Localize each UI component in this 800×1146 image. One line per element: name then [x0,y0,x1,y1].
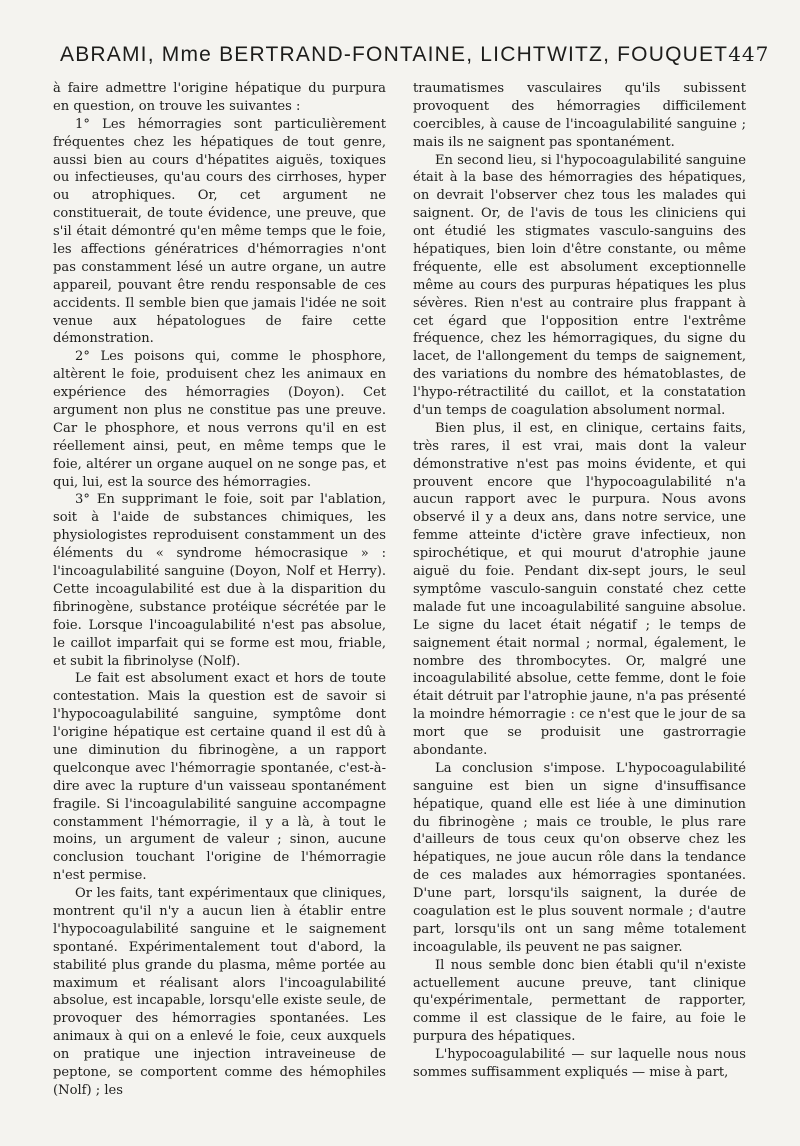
paragraph: La conclusion s'impose. L'hypocoagulabilité sanguine est bien un signe d'insuffisance hépatique, quand elle est liée à une diminution du fibrinogène ; mais ce trouble, le plus rare d'ailleurs de tous ceux qu'on observe chez les hépatiques, ne joue aucun rôle dans la tendance de ces malades aux hémorragies spontanées. D'une part, lorsqu'ils saignent, la durée de coagulation est le plus souvent normale ; d'autre part, lorsqu'ils ont un sang même totalement incoagulable, ils peuvent ne pas saigner. [413,760,746,955]
paragraph: traumatismes vasculaires qu'ils subissent provoquent des hémorragies difficilement coercibles, à cause de l'incoagulabilité sanguine ; mais ils ne saignent pas spontanément. [413,81,746,150]
paragraph: 3° En supprimant le foie, soit par l'ablation, soit à l'aide de substances chimiques, les physiologistes reproduisent constamment un des éléments du « syndrome hémocrasique » : l'incoagulabilité sanguine (Doyon, Nolf et Herry). Cette incoagulabilité est due à la disparition du fibrinogène, substance protéique sécrétée par le foie. Lorsque l'incoagulabilité n'est pas absolue, le caillot imparfait qui se forme est mou, friable, et subit la fibrinolyse (Nolf). [53,492,386,669]
paragraph: 1° Les hémorragies sont particulièrement fréquentes chez les hépatiques de tout genre, aussi bien au cours d'hépatites aiguës, toxiques ou infectieuses, qu'au cours des cirrhoses, hyper ou atrophiques. Or, cet argument ne constituerait, de toute évidence, une preuve, que s'il était démontré qu'en même temps que le foie, les affections génératrices d'hémorragies n'ont pas constamment lésé un autre organe, un autre appareil, pouvant être rendu responsable de ces accidents. Il semble bien que jamais l'idée ne soit venue aux hépatologues de faire cette démonstration. [53,116,386,347]
running-head-authors: ABRAMI, Mme BERTRAND-FONTAINE, LICHTWITZ, FOUQUET [60,43,729,66]
paragraph: Le fait est absolument exact et hors de toute contestation. Mais la question est de savoir si l'hypocoagulabilité sanguine, symptôme dont l'origine hépatique est certaine quand il est dû à une diminution du fibrinogène, a un rapport quelconque avec l'hémorragie spontanée, c'est-à-dire avec la rupture d'un vaisseau spontanément fragile. Si l'incoagulabilité sanguine accompagne constamment l'hémorragie, il y a là, à tout le moins, un argument de valeur ; sinon, aucune conclusion touchant l'origine de l'hémorragie n'est permise. [53,671,386,884]
page-number: 447 [728,42,770,66]
paragraph: Bien plus, il est, en clinique, certains faits, très rares, il est vrai, mais dont la valeur démonstrative n'est pas moins évidente, et qui prouvent encore que l'hypocoagulabilité n'a aucun rapport avec le purpura. Nous avons observé il y a deux ans, dans notre service, une femme atteinte d'ictère grave infectieux, non spirochétique, et qui mourut d'atrophie jaune aiguë du foie. Pendant dix-sept jours, le seul symptôme vasculo-sanguin constaté chez cette malade fut une incoagulabilité sanguine absolue. Le signe du lacet était négatif ; le temps de saignement était normal ; normal, également, le nombre des thrombocytes. Or, malgré une incoagulabilité absolue, cette femme, dont le foie était détruit par l'atrophie jaune, n'a pas présenté la moindre hémorragie : ce n'est que le jour de sa mort que se produisit une gastrorragie abondante. [413,420,746,758]
paragraph: L'hypocoagulabilité — sur laquelle nous nous sommes suffisamment expliqués — mise à part, [413,1047,746,1080]
paragraph: à faire admettre l'origine hépatique du purpura en question, on trouve les suivantes : [53,81,386,114]
left-column [53,80,386,1100]
paragraph: En second lieu, si l'hypocoagulabilité sanguine était à la base des hémorragies des hépatiques, on devrait l'observer chez tous les malades qui saignent. Or, de l'avis de tous les cliniciens qui ont étudié les stigmates vasculo-sanguins des hépatiques, bien loin d'être constante, ou même fréquente, elle est absolument exceptionnelle même au cours des purpuras hépatiques les plus sévères. Rien n'est au contraire plus frappant à cet égard que l'opposition entre l'extrême fréquence, chez les hémorragiques, du signe du lacet, de l'allongement du temps de saignement, des variations du nombre des hématoblastes, de l'hypo-rétractilité du caillot, et la constatation d'un temps de coagulation absolument normal. [413,152,746,419]
paragraph: 2° Les poisons qui, comme le phosphore, altèrent le foie, produisent chez les animaux en expérience des hémorragies (Doyon). Cet argument non plus ne constitue pas une preuve. Car le phosphore, et nous verrons qu'il en est réellement ainsi, peut, en même temps que le foie, altérer un organe auquel on ne songe pas, et qui, lui, est la source des hémorragies. [53,349,386,490]
paragraph: Or les faits, tant expérimentaux que cliniques, montrent qu'il n'y a aucun lien à établir entre l'hypocoagulabilité sanguine et le saignement spontané. Expérimentalement tout d'abord, la stabilité plus grande du plasma, même portée au maximum et réalisant alors l'incoagulabilité absolue, est incapable, lorsqu'elle existe seule, de provoquer des hémorragies spontanées. Les animaux à qui on a enlevé le foie, ceux auxquels on pratique une injection intraveineuse de peptone, se comportent comme des hémophiles (Nolf) ; les [53,886,386,1098]
right-column [413,80,746,1100]
paragraph: Il nous semble donc bien établi qu'il n'existe actuellement aucune preuve, tant clinique qu'expérimentale, permettant de rapporter, comme il est classique de le faire, au foie le purpura des hépatiques. [413,957,746,1045]
running-header [60,42,770,78]
